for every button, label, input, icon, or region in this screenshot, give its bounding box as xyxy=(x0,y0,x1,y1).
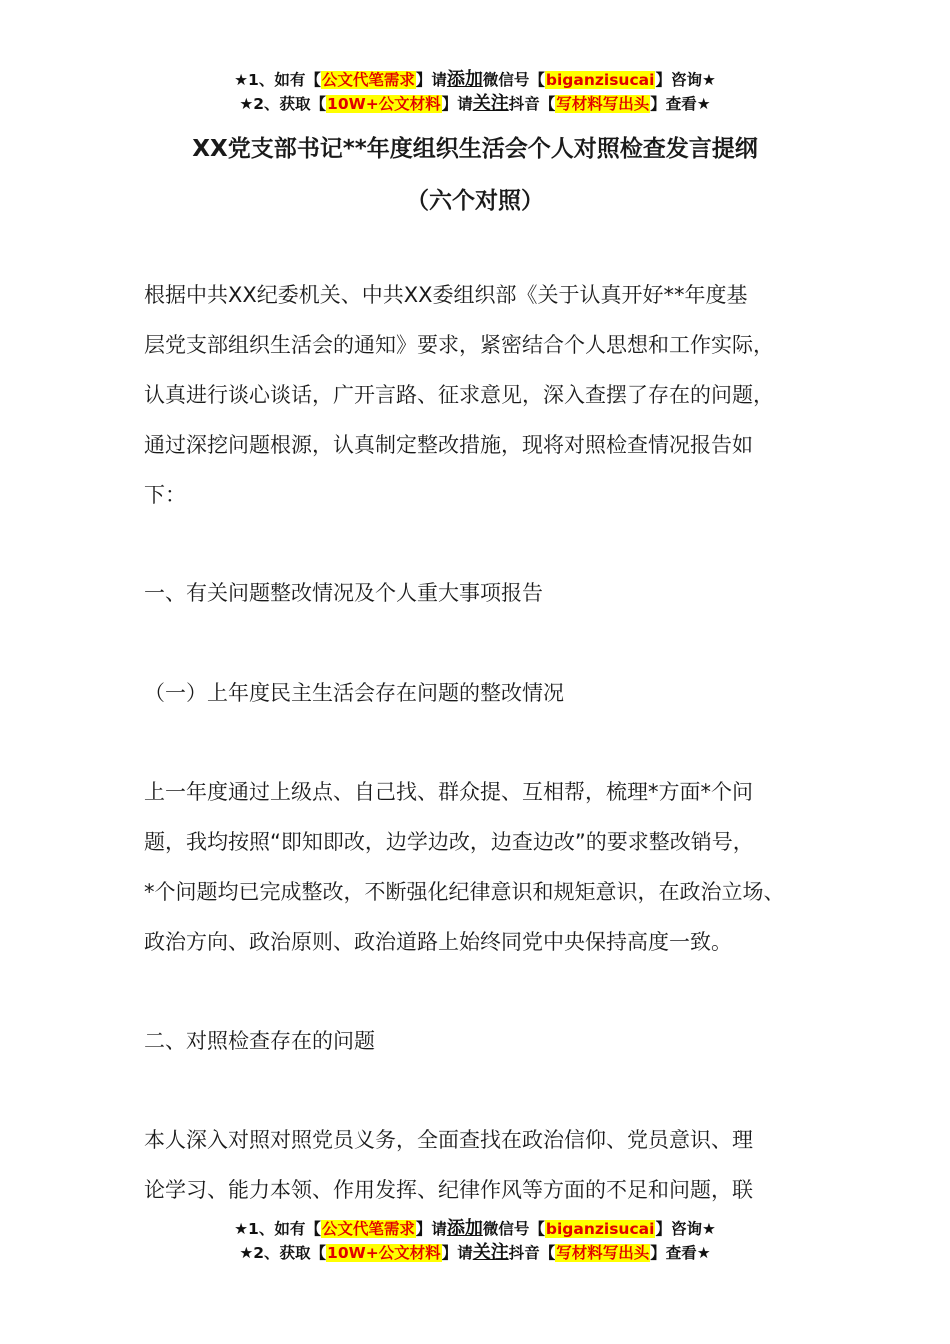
paragraph-line: 本人深入对照对照党员义务，全面查找在政治信仰、党员意识、理 xyxy=(144,1128,753,1152)
banner-emphasis: 关注 xyxy=(472,1242,509,1263)
banner-text: 】咨询★ xyxy=(655,1220,716,1238)
top-banner xyxy=(0,68,950,116)
banner-text: 】咨询★ xyxy=(655,71,716,89)
banner-line-1 xyxy=(0,1217,950,1241)
rectification-paragraph xyxy=(144,767,834,967)
intro-paragraph xyxy=(144,270,834,520)
banner-emphasis: 关注 xyxy=(472,93,509,114)
bottom-banner xyxy=(0,1217,950,1265)
paragraph-line: *个问题均已完成整改，不断强化纪律意识和规矩意识，在政治立场、 xyxy=(144,880,785,904)
banner-text: 】查看★ xyxy=(650,1244,711,1262)
section-heading-2: 二、对照检查存在的问题 xyxy=(144,1029,375,1053)
banner-emphasis: 添加 xyxy=(446,69,483,90)
paragraph-line: 上一年度通过上级点、自己找、群众提、互相帮，梳理*方面*个问 xyxy=(144,780,753,804)
banner-wechat-id: biganzisucai xyxy=(545,1220,655,1238)
banner-text: 】请 xyxy=(441,1244,473,1262)
paragraph-line: 根据中共XX纪委机关、中共XX委组织部《关于认真开好**年度基 xyxy=(144,283,748,307)
banner-highlight: 10W+公文材料 xyxy=(327,1244,441,1262)
paragraph-line: 通过深挖问题根源，认真制定整改措施，现将对照检查情况报告如 xyxy=(144,433,753,457)
banner-text: 】请 xyxy=(415,71,447,89)
paragraph-line: 论学习、能力本领、作用发挥、纪律作风等方面的不足和问题，联 xyxy=(144,1178,753,1202)
banner-wechat-id: biganzisucai xyxy=(545,71,655,89)
banner-text: ★2、获取【 xyxy=(239,1244,327,1262)
banner-text: ★2、获取【 xyxy=(239,95,327,113)
paragraph-line: 层党支部组织生活会的通知》要求，紧密结合个人思想和工作实际， xyxy=(144,333,774,357)
banner-text: 】请 xyxy=(441,95,473,113)
banner-line-2 xyxy=(0,92,950,116)
banner-text: 抖音【 xyxy=(508,95,556,113)
banner-text: 抖音【 xyxy=(508,1244,556,1262)
section-heading-1: 一、有关问题整改情况及个人重大事项报告 xyxy=(144,581,543,605)
banner-highlight: 公文代笔需求 xyxy=(321,71,415,89)
banner-line-1 xyxy=(0,68,950,92)
banner-text: ★1、如有【 xyxy=(234,1220,321,1238)
banner-text: 】查看★ xyxy=(650,95,711,113)
banner-line-2 xyxy=(0,1241,950,1265)
banner-text: 微信号【 xyxy=(482,71,545,89)
paragraph-line: 认真进行谈心谈话，广开言路、征求意见，深入查摆了存在的问题， xyxy=(144,383,774,407)
paragraph-line: 题，我均按照“即知即改，边学边改，边查边改”的要求整改销号， xyxy=(144,830,754,854)
banner-text: ★1、如有【 xyxy=(234,71,321,89)
banner-douyin-id: 写材料写出头 xyxy=(556,95,650,113)
banner-highlight: 公文代笔需求 xyxy=(321,1220,415,1238)
banner-highlight: 10W+公文材料 xyxy=(327,95,441,113)
paragraph-line: 政治方向、政治原则、政治道路上始终同党中央保持高度一致。 xyxy=(144,930,732,954)
subsection-heading-1: （一）上年度民主生活会存在问题的整改情况 xyxy=(144,681,564,705)
banner-text: 微信号【 xyxy=(482,1220,545,1238)
document-subtitle: （六个对照） xyxy=(406,188,544,214)
problems-paragraph xyxy=(144,1115,834,1215)
banner-douyin-id: 写材料写出头 xyxy=(556,1244,650,1262)
document-title: XX党支部书记**年度组织生活会个人对照检查发言提纲 xyxy=(192,136,758,162)
banner-emphasis: 添加 xyxy=(446,1218,483,1239)
paragraph-line: 下： xyxy=(144,483,186,507)
banner-text: 】请 xyxy=(415,1220,447,1238)
